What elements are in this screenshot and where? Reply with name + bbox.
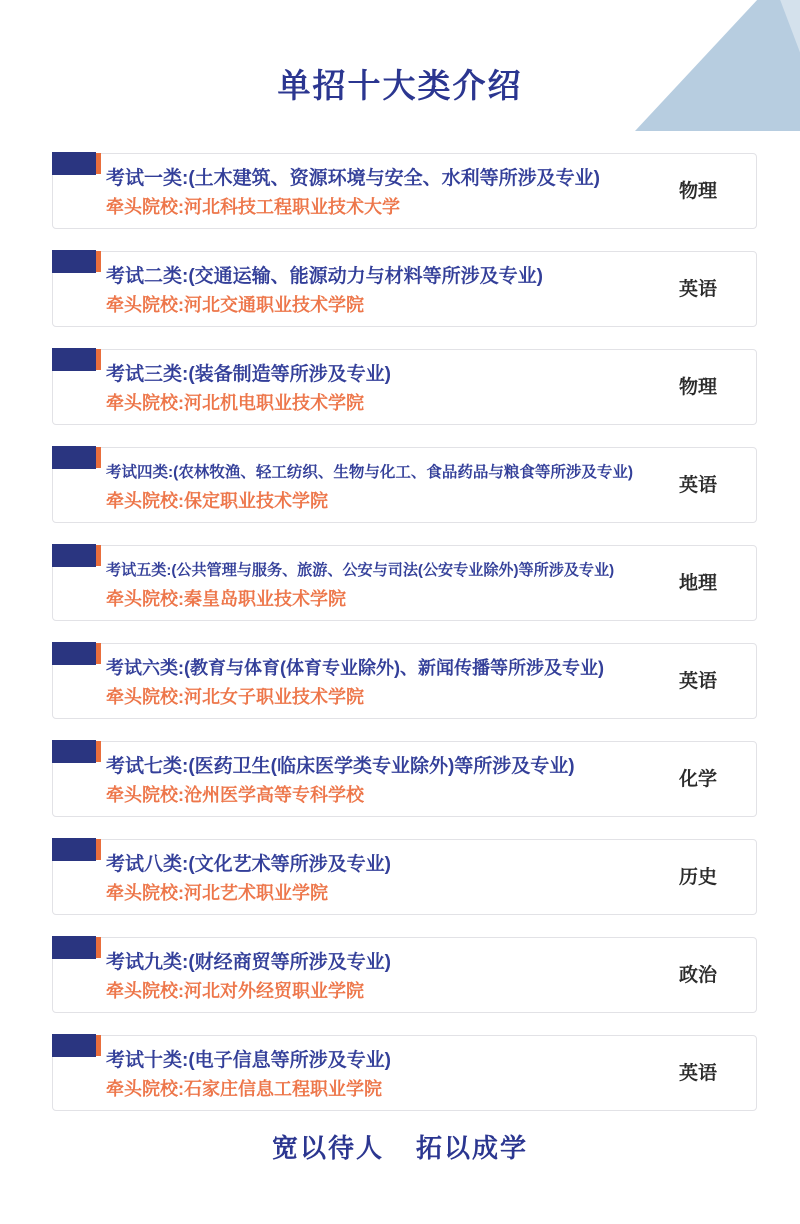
category-card: [52, 153, 757, 229]
category-text-block: [106, 1047, 676, 1102]
category-card: [52, 1035, 757, 1111]
category-card: [52, 349, 757, 425]
category-text-block: [106, 655, 676, 710]
subject-label: 化学: [678, 769, 717, 791]
lead-school: 牵头院校:河北机电职业技术学院: [106, 393, 364, 413]
category-text-block: [106, 459, 676, 514]
category-text-block: [106, 949, 676, 1004]
corner-navy-square-icon: [52, 348, 96, 371]
corner-navy-square-icon: [52, 1034, 96, 1057]
category-text-block: [106, 361, 676, 416]
lead-school: 牵头院校:河北女子职业技术学院: [106, 687, 364, 707]
category-card: [52, 741, 757, 817]
lead-school: 牵头院校:河北艺术职业学院: [106, 883, 328, 903]
lead-school: 牵头院校:河北对外经贸职业学院: [106, 981, 364, 1001]
corner-navy-square-icon: [52, 544, 96, 567]
lead-school: 牵头院校:秦皇岛职业技术学院: [106, 589, 346, 609]
category-title: 考试九类:(财经商贸等所涉及专业): [106, 952, 391, 973]
lead-school: 牵头院校:保定职业技术学院: [106, 491, 328, 511]
corner-navy-square-icon: [52, 838, 96, 861]
footer-slogan: [0, 1128, 800, 1165]
category-text-block: [106, 165, 676, 220]
subject-label: 政治: [678, 965, 717, 987]
category-title: 考试十类:(电子信息等所涉及专业): [106, 1050, 391, 1071]
footer-slogan-right: 拓以成学: [416, 1133, 529, 1163]
corner-navy-square-icon: [52, 250, 96, 273]
category-text-block: [106, 263, 676, 318]
lead-school: 牵头院校:河北科技工程职业技术大学: [106, 197, 400, 217]
category-card: [52, 251, 757, 327]
corner-navy-square-icon: [52, 446, 96, 469]
corner-navy-square-icon: [52, 152, 96, 175]
category-title: 考试八类:(文化艺术等所涉及专业): [106, 854, 391, 875]
page-title: 单招十大类介绍: [277, 67, 523, 104]
category-card: [52, 643, 757, 719]
category-card: [52, 447, 757, 523]
category-card: [52, 839, 757, 915]
category-card: [52, 545, 757, 621]
category-title: 考试四类:(农林牧渔、轻工纺织、生物与化工、食品药品与粮食等所涉及专业): [106, 464, 633, 481]
category-title: 考试二类:(交通运输、能源动力与材料等所涉及专业): [106, 266, 543, 287]
category-list: [52, 153, 757, 1133]
subject-label: 地理: [678, 573, 717, 595]
category-text-block: [106, 753, 676, 808]
lead-school: 牵头院校:沧州医学高等专科学校: [106, 785, 364, 805]
subject-label: 物理: [678, 377, 717, 399]
corner-navy-square-icon: [52, 740, 96, 763]
subject-label: 历史: [678, 867, 717, 889]
category-title: 考试一类:(土木建筑、资源环境与安全、水利等所涉及专业): [106, 168, 600, 189]
corner-navy-square-icon: [52, 936, 96, 959]
subject-label: 英语: [678, 279, 717, 301]
category-text-block: [106, 851, 676, 906]
category-title: 考试七类:(医药卫生(临床医学类专业除外)等所涉及专业): [106, 756, 575, 777]
subject-label: 物理: [678, 181, 717, 203]
category-title: 考试六类:(教育与体育(体育专业除外)、新闻传播等所涉及专业): [106, 658, 604, 678]
footer-slogan-left: 宽以待人: [271, 1133, 384, 1163]
category-title: 考试五类:(公共管理与服务、旅游、公安与司法(公安专业除外)等所涉及专业): [106, 562, 615, 579]
corner-navy-square-icon: [52, 642, 96, 665]
lead-school: 牵头院校:石家庄信息工程职业学院: [106, 1079, 382, 1099]
subject-label: 英语: [678, 475, 717, 497]
subject-label: 英语: [678, 671, 717, 693]
lead-school: 牵头院校:河北交通职业技术学院: [106, 295, 364, 315]
category-title: 考试三类:(装备制造等所涉及专业): [106, 364, 391, 385]
category-text-block: [106, 557, 676, 612]
category-card: [52, 937, 757, 1013]
subject-label: 英语: [678, 1063, 717, 1085]
